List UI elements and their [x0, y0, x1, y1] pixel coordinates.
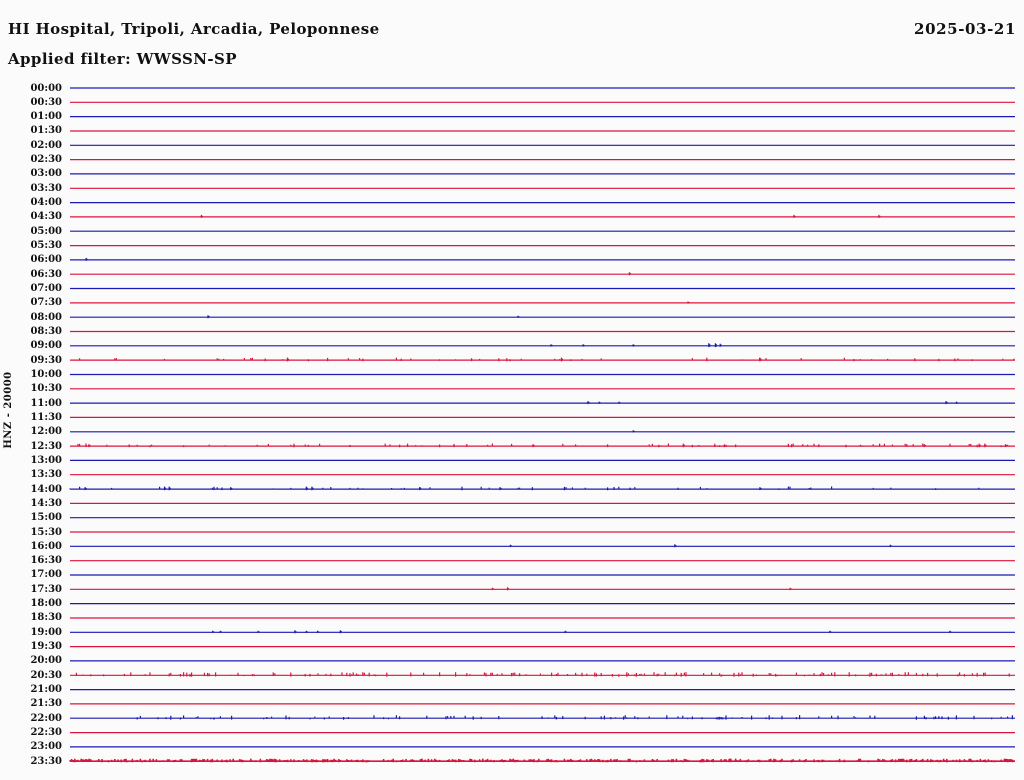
trace-row-1400 — [70, 487, 1015, 491]
time-label: 17:30 — [30, 583, 62, 595]
time-label: 16:30 — [30, 555, 62, 567]
time-label: 03:30 — [30, 182, 62, 194]
time-label: 05:30 — [30, 240, 62, 252]
time-label: 12:30 — [30, 440, 62, 452]
time-label: 02:00 — [30, 139, 62, 151]
trace-row-2030 — [70, 672, 1015, 677]
time-label: 03:00 — [30, 168, 62, 180]
time-label: 14:00 — [30, 483, 62, 495]
applied-filter-label: Applied filter: WWSSN-SP — [8, 50, 237, 68]
time-label: 01:30 — [30, 125, 62, 137]
time-label: 04:30 — [30, 211, 62, 223]
time-label: 04:00 — [30, 197, 62, 209]
trace-row-1100 — [70, 401, 1015, 404]
trace-row-0600 — [70, 258, 1015, 261]
time-label: 07:00 — [30, 283, 62, 295]
trace-row-2200 — [70, 715, 1015, 720]
time-label: 09:30 — [30, 354, 62, 366]
time-label: 21:00 — [30, 684, 62, 696]
trace-row-0900 — [70, 343, 1015, 347]
time-label: 22:00 — [30, 712, 62, 724]
time-label: 13:00 — [30, 454, 62, 466]
time-label: 18:00 — [30, 598, 62, 610]
time-label: 11:00 — [30, 397, 62, 409]
time-label: 22:30 — [30, 727, 62, 739]
time-label: 02:30 — [30, 154, 62, 166]
trace-row-1230 — [70, 444, 1015, 448]
time-label: 19:00 — [30, 626, 62, 638]
time-label: 05:00 — [30, 225, 62, 237]
time-label: 18:30 — [30, 612, 62, 624]
time-label: 15:00 — [30, 512, 62, 524]
trace-row-1600 — [70, 544, 1015, 547]
time-label: 17:00 — [30, 569, 62, 581]
trace-row-0630 — [70, 272, 1015, 275]
time-label: 09:00 — [30, 340, 62, 352]
time-label: 10:00 — [30, 368, 62, 380]
time-label: 07:30 — [30, 297, 62, 309]
time-label: 23:30 — [30, 755, 62, 767]
trace-row-0930 — [70, 358, 1015, 362]
plot-date: 2025-03-21 — [914, 20, 1016, 38]
station-title: HI Hospital, Tripoli, Arcadia, Peloponnese — [8, 20, 380, 38]
trace-row-0430 — [70, 215, 1015, 218]
time-label: 06:00 — [30, 254, 62, 266]
trace-row-0800 — [70, 315, 1015, 318]
time-label: 21:30 — [30, 698, 62, 710]
trace-row-1900 — [70, 630, 1015, 633]
time-label: 20:00 — [30, 655, 62, 667]
time-label: 06:30 — [30, 268, 62, 280]
time-label: 11:30 — [30, 411, 62, 423]
time-label: 14:30 — [30, 497, 62, 509]
time-label: 13:30 — [30, 469, 62, 481]
time-label: 12:00 — [30, 426, 62, 438]
time-label: 01:00 — [30, 111, 62, 123]
time-label: 10:30 — [30, 383, 62, 395]
trace-row-2330 — [70, 759, 1015, 763]
time-label: 16:00 — [30, 540, 62, 552]
trace-row-0730 — [70, 301, 1015, 303]
time-label: 15:30 — [30, 526, 62, 538]
time-label: 19:30 — [30, 641, 62, 653]
channel-scale-label: HNZ - 20000 — [3, 371, 14, 449]
trace-row-1730 — [70, 587, 1015, 590]
time-label: 23:00 — [30, 741, 62, 753]
time-label: 00:00 — [30, 82, 62, 94]
trace-row-1200 — [70, 430, 1015, 432]
time-label: 20:30 — [30, 669, 62, 681]
time-label: 08:30 — [30, 325, 62, 337]
time-label: 00:30 — [30, 96, 62, 108]
time-label: 08:00 — [30, 311, 62, 323]
